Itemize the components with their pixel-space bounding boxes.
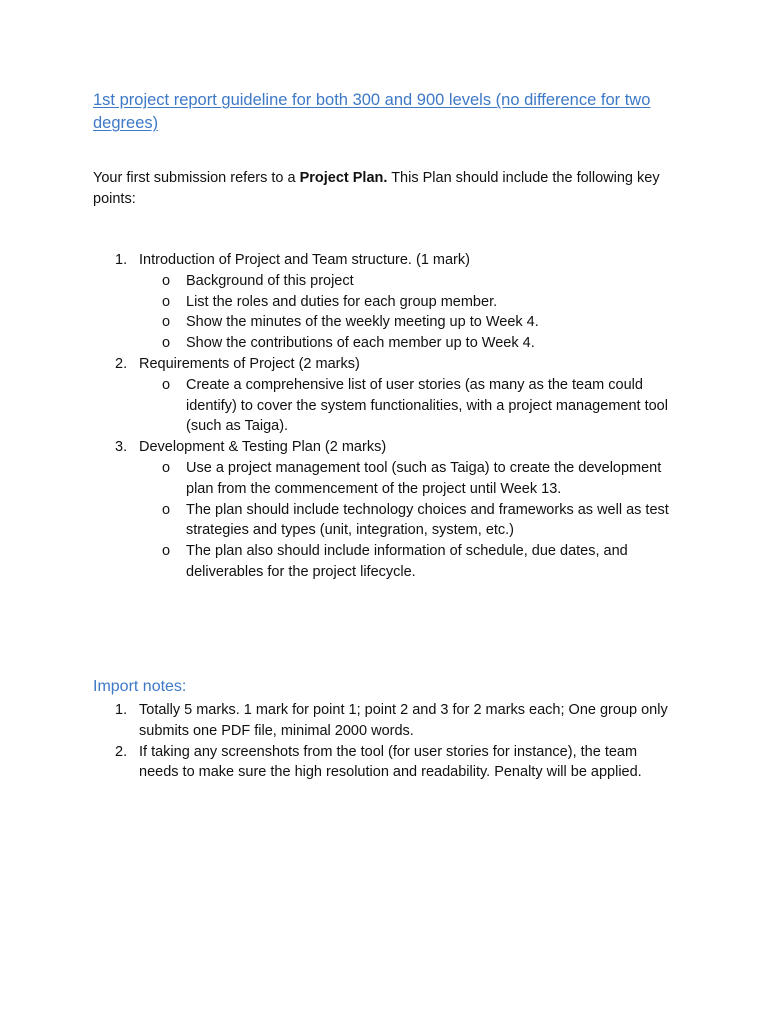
bullet-icon: o: [162, 314, 171, 331]
document-title: 1st project report guideline for both 300 and 900 levels (no difference for two degrees): [93, 91, 651, 132]
bullet-icon: o: [162, 543, 171, 560]
sub-list-item: [0, 500, 768, 542]
list-item: [0, 250, 768, 271]
bullet-icon: o: [162, 335, 171, 352]
bullet-icon: o: [162, 459, 171, 476]
bullet-icon: o: [162, 293, 171, 310]
list-item-number: 3.: [115, 439, 128, 456]
note-text: Totally 5 marks. 1 mark for point 1; point 2 and 3 for 2 marks each; One group only submits one PDF file, minimal 2000 words.: [139, 702, 668, 739]
sub-list-item-text: Create a comprehensive list of user stories (as many as the team could identify) to cover the system functionalities, with a project management tool (such as Taiga).: [186, 376, 668, 435]
note-item: [0, 742, 768, 784]
list-item-text: Introduction of Project and Team structure. (1 mark): [139, 252, 470, 268]
intro-text-before: Your first submission refers to a: [93, 170, 300, 186]
sub-list-item-text: Show the minutes of the weekly meeting up to Week 4.: [186, 314, 539, 331]
key-points-list: [0, 250, 768, 583]
list-item-number: 2.: [115, 355, 128, 372]
intro-bold-term: Project Plan.: [299, 170, 388, 186]
sub-list-item-text: Background of this project: [186, 272, 354, 289]
bullet-icon: o: [162, 501, 171, 518]
sub-list-item-text: Use a project management tool (such as Taiga) to create the development plan from the commencement of the project until Week 13.: [186, 459, 662, 497]
sub-list-item: [0, 312, 768, 333]
list-item-text: Development & Testing Plan (2 marks): [139, 439, 387, 456]
bullet-icon: o: [162, 272, 171, 289]
bullet-icon: o: [162, 376, 171, 393]
sub-list-item-text: List the roles and duties for each group member.: [186, 293, 498, 310]
sub-list-item-text: Show the contributions of each member up to Week 4.: [186, 335, 535, 352]
sub-list-item: [0, 333, 768, 354]
note-item: [0, 700, 768, 742]
sub-list-item-text: The plan also should include information of schedule, due dates, and deliverables for the project lifecycle.: [186, 543, 628, 580]
list-item: [0, 354, 768, 375]
sub-list-item: [0, 458, 768, 500]
sub-list-item: [0, 271, 768, 292]
intro-text-after: This Plan should include the following key points:: [93, 170, 660, 207]
note-text: If taking any screenshots from the tool (for user stories for instance), the team needs to make sure the high resolution and readability. Penalty will be applied.: [139, 743, 642, 781]
notes-heading: Import notes:: [93, 678, 187, 695]
note-number: 2.: [115, 743, 128, 760]
sub-list-item: [0, 292, 768, 313]
sub-list-item: [0, 375, 768, 437]
list-item-number: 1.: [115, 252, 128, 268]
sub-list-item: [0, 541, 768, 583]
notes-list: [0, 700, 768, 783]
list-item-text: Requirements of Project (2 marks): [139, 355, 360, 372]
list-item: [0, 437, 768, 458]
note-number: 1.: [115, 702, 128, 718]
intro-paragraph: [93, 168, 693, 210]
sub-list-item-text: The plan should include technology choices and frameworks as well as test strategies and types (unit, integration, system, etc.): [186, 501, 669, 539]
